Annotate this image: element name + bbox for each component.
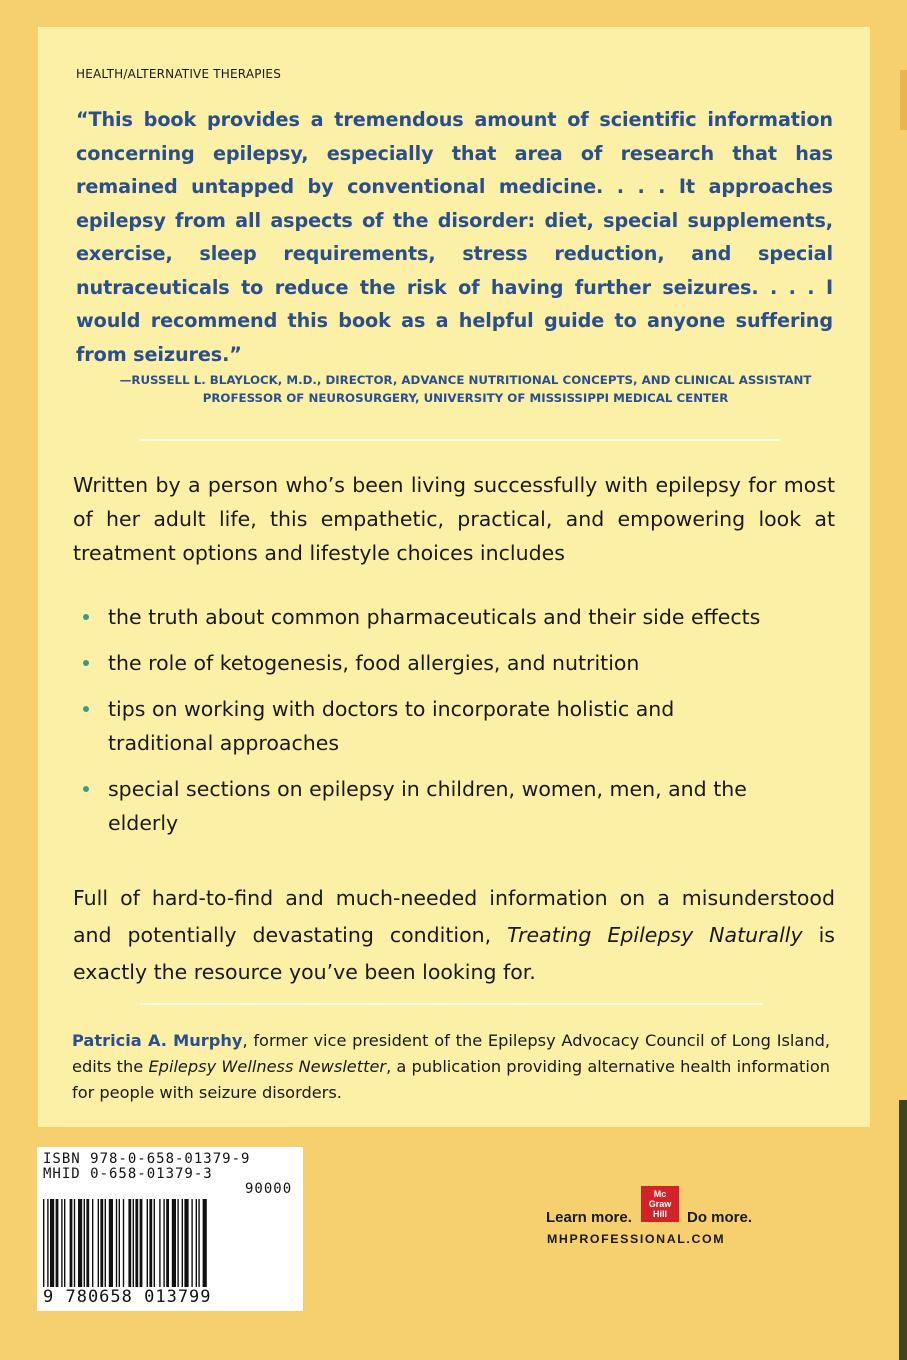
closing-text-end: is exactly the resource you’ve been looking for. <box>73 923 835 984</box>
bullet-icon <box>83 786 89 792</box>
ean-number: 9 780658 013799 <box>43 1287 212 1307</box>
publisher-url[interactable]: MHPROFESSIONAL.COM <box>547 1232 726 1246</box>
list-item-text: the role of ketogenesis, food allergies, and nutrition <box>108 651 640 675</box>
list-item <box>73 646 833 680</box>
isbn-text: ISBN 978-0-658-01379-9 <box>43 1151 251 1167</box>
text-panel <box>38 27 870 1127</box>
book-title: Treating Epilepsy Naturally <box>507 923 803 947</box>
list-item-text: special sections on epilepsy in children, women, men, and the elderly <box>108 777 747 835</box>
newsletter-title: Epilepsy Wellness Newsletter <box>148 1057 387 1076</box>
feature-list <box>73 600 833 852</box>
cover-edge-accent <box>900 70 907 130</box>
quote-attribution: —RUSSELL L. BLAYLOCK, M.D., DIRECTOR, ADVANCE NUTRITIONAL CONCEPTS, AND CLINICAL ASSISTANT PROFESSOR OF NEUROSURGERY, UNIVERSITY OF MISSISSIPPI MEDICAL CENTER <box>119 373 812 405</box>
closing-paragraph <box>73 880 835 991</box>
bullet-icon <box>83 660 89 666</box>
author-bio-text: , former vice president of the Epilepsy Advocacy Council of Long Island, edits the <box>72 1031 831 1076</box>
author-bio <box>72 1028 830 1106</box>
bullet-icon <box>83 706 89 712</box>
barcode-bars <box>43 1199 295 1287</box>
list-item <box>73 692 833 760</box>
endorsement-quote: “This book provides a tremendous amount of scientific information concerning epilepsy, especially that area of research that has remained untapped by conventional medicine. . . . It approaches epilepsy from all aspects of the disorder: diet, special supplements, exercise, sleep requirements, stress reduction, and special nutraceuticals to reduce the risk of having further seizures. . . . I would recommend this book as a helpful guide to anyone suffering from seizures.” <box>76 108 833 366</box>
logo-line-1: Mc <box>653 1189 667 1199</box>
list-item-text: tips on working with doctors to incorporate holistic and traditional approaches <box>108 697 675 755</box>
list-item <box>73 772 833 840</box>
cover-edge-accent-dark <box>899 1100 907 1360</box>
learn-more-slogan: Learn more. <box>546 1209 632 1226</box>
barcode <box>37 1147 303 1311</box>
intro-paragraph: Written by a person who’s been living successfully with epilepsy for most of her adult life, this empathetic, practical, and empowering look at treatment options and lifestyle choices includes <box>73 473 835 565</box>
divider <box>140 1003 762 1005</box>
list-item-text: the truth about common pharmaceuticals and their side effects <box>108 605 761 629</box>
logo-line-3: Hill <box>652 1209 667 1219</box>
price-code: 90000 <box>245 1181 293 1197</box>
mhid-text: MHID 0-658-01379-3 <box>43 1166 213 1182</box>
do-more-slogan: Do more. <box>687 1209 753 1226</box>
closing-text: Full of hard-to-find and much-needed information on a misunderstood and potentially devastating condition, <box>73 886 835 947</box>
author-name: Patricia A. Murphy <box>72 1031 243 1050</box>
divider <box>140 439 780 441</box>
bullet-icon <box>83 614 89 620</box>
author-bio-text-end: , a publication providing alternative health information for people with seizure disorders. <box>72 1057 831 1102</box>
logo-line-2: Graw <box>648 1199 672 1209</box>
publisher-logo <box>641 1186 679 1222</box>
category-label: HEALTH/ALTERNATIVE THERAPIES <box>76 67 282 81</box>
list-item <box>73 600 833 634</box>
